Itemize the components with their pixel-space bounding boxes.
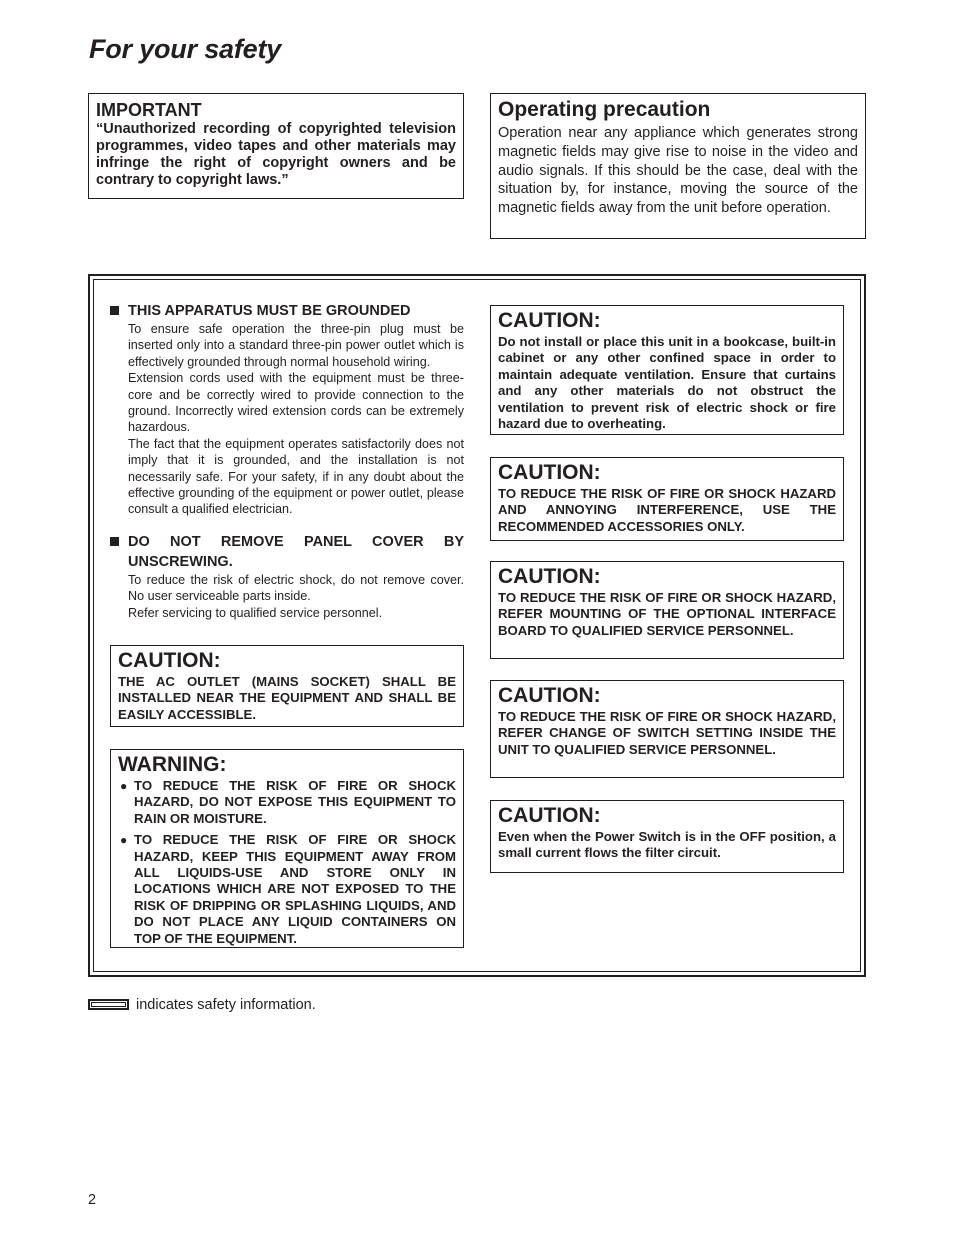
- grounding-paragraph: The fact that the equipment operates satisfactorily does not imply that it is grounded, and the installation is not necessarily safe. For your safety, if in any doubt about the effective grounding of the equipment or power outlet, please consult a qualified electrician.: [128, 436, 464, 517]
- caution-text: Do not install or place this unit in a bookcase, built-in cabinet or any other confined space in order to maintain adequate ventilation. Ensure that curtains and any other materials do not obstruct the ventilation to prevent risk of electric shock or fire hazard due to overheating.: [498, 334, 836, 432]
- grounding-paragraph: To ensure safe operation the three-pin plug must be inserted only into a standard three-pin power outlet which is effectively grounded through normal household wiring.: [128, 322, 464, 369]
- page-title: For your safety: [89, 34, 282, 64]
- grounding-section: [110, 301, 464, 518]
- caution-heading: CAUTION:: [498, 461, 601, 484]
- caution-heading: CAUTION:: [498, 804, 601, 827]
- safety-legend: [88, 996, 316, 1014]
- warning-heading: WARNING:: [118, 753, 227, 776]
- panel-cover-section: [110, 532, 464, 621]
- panel-cover-paragraph: To reduce the risk of electric shock, do not remove cover. No user serviceable parts inside.: [128, 573, 464, 604]
- warning-box: [110, 749, 464, 948]
- caution-box-interface-board: [490, 561, 844, 659]
- caution-text: Even when the Power Switch is in the OFF position, a small current flows the filter circuit.: [498, 829, 836, 861]
- square-bullet-icon: [110, 537, 119, 546]
- panel-cover-paragraph: Refer servicing to qualified service personnel.: [128, 605, 383, 620]
- important-text: “Unauthorized recording of copyrighted television programmes, video tapes and other materials may infringe the right of copyright owners and be contrary to copyright laws.”: [96, 121, 456, 188]
- operating-precaution-heading: Operating precaution: [498, 98, 711, 121]
- warning-item-text: TO REDUCE THE RISK OF FIRE OR SHOCK HAZARD, KEEP THIS EQUIPMENT AWAY FROM ALL LIQUIDS-USE AND STORE ONLY IN LOCATIONS WHICH ARE NOT EXPOSED TO THE RISK OF DRIPPING OR SPLASHING LIQUIDS, AND DO NOT PLACE ANY LIQUID CONTAINERS ON TOP OF THE EQUIPMENT.: [134, 832, 456, 946]
- caution-text: THE AC OUTLET (MAINS SOCKET) SHALL BE INSTALLED NEAR THE EQUIPMENT AND SHALL BE EASILY ACCESSIBLE.: [118, 674, 456, 722]
- panel-cover-heading: DO NOT REMOVE PANEL COVER BY UNSCREWING.: [128, 534, 464, 570]
- grounding-paragraph: Extension cords used with the equipment must be three-core and be correctly wired to provide connection to the ground. Incorrectly wired extension cords can be extremely hazardous.: [128, 371, 464, 435]
- caution-box-ac-outlet: [110, 645, 464, 727]
- caution-text: TO REDUCE THE RISK OF FIRE OR SHOCK HAZARD AND ANNOYING INTERFERENCE, USE THE RECOMMENDED ACCESSORIES ONLY.: [498, 486, 836, 534]
- important-heading: IMPORTANT: [96, 100, 202, 120]
- caution-box-power-switch: [490, 800, 844, 873]
- page-number: 2: [88, 1192, 97, 1208]
- safety-frame-icon: [88, 999, 129, 1010]
- bullet-dot-icon: ●: [120, 833, 128, 848]
- operating-precaution-text: Operation near any appliance which generates strong magnetic fields may give rise to noise in the video and audio signals. If this should be the case, deal with the situation by, for instance, moving the source of the magnetic fields away from the unit before operation.: [498, 125, 858, 217]
- caution-box-accessories: [490, 457, 844, 541]
- caution-heading: CAUTION:: [498, 684, 601, 707]
- caution-text: TO REDUCE THE RISK OF FIRE OR SHOCK HAZARD, REFER MOUNTING OF THE OPTIONAL INTERFACE BOARD TO QUALIFIED SERVICE PERSONNEL.: [498, 590, 836, 638]
- caution-box-ventilation: [490, 305, 844, 435]
- operating-precaution-box: [490, 93, 866, 239]
- warning-item: [118, 778, 456, 827]
- caution-heading: CAUTION:: [498, 565, 601, 588]
- square-bullet-icon: [110, 306, 119, 315]
- warning-item-text: TO REDUCE THE RISK OF FIRE OR SHOCK HAZARD, DO NOT EXPOSE THIS EQUIPMENT TO RAIN OR MOISTURE.: [134, 778, 456, 826]
- legend-text: indicates safety information.: [136, 997, 316, 1013]
- warning-item: [118, 832, 456, 947]
- important-notice-box: [88, 93, 464, 199]
- panel-cover-heading-row: [110, 532, 464, 572]
- caution-heading: CAUTION:: [498, 309, 601, 332]
- caution-box-switch-setting: [490, 680, 844, 778]
- bullet-dot-icon: ●: [120, 779, 128, 793]
- caution-heading: CAUTION:: [118, 649, 221, 672]
- caution-text: TO REDUCE THE RISK OF FIRE OR SHOCK HAZARD, REFER CHANGE OF SWITCH SETTING INSIDE THE UNIT TO QUALIFIED SERVICE PERSONNEL.: [498, 709, 836, 757]
- grounding-heading: THIS APPARATUS MUST BE GROUNDED: [128, 303, 411, 319]
- grounding-heading-row: [110, 301, 464, 321]
